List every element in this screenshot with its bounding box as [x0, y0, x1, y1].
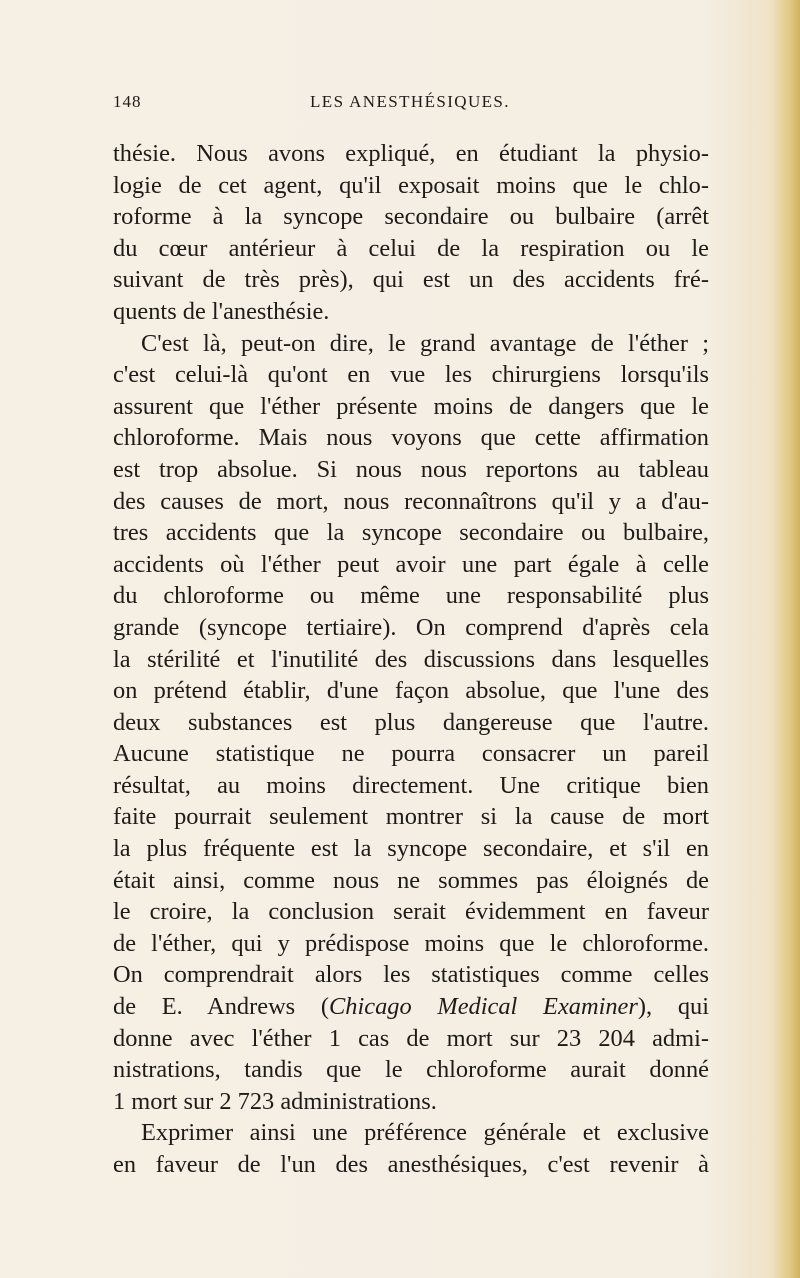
page-number: 148 — [113, 92, 142, 111]
text-line: assurent que l'éther présente moins de dangers que le — [113, 392, 709, 420]
text-line: tres accidents que la syncope secondaire ou bulbaire, — [113, 519, 709, 547]
text-line: logie de cet agent, qu'il exposait moins que le chlo- — [113, 171, 709, 199]
text-line: était ainsi, comme nous ne sommes pas éloignés de — [113, 866, 709, 894]
text-line: du cœur antérieur à celui de la respiration ou le — [113, 234, 709, 262]
text-line: accidents où l'éther peut avoir une part égale à celle — [113, 550, 709, 578]
text-line: la stérilité et l'inutilité des discussions dans lesquelles — [113, 645, 709, 673]
text-line: Exprimer ainsi une préférence générale et exclusive — [141, 1119, 709, 1147]
text-line: grande (syncope tertiaire). On comprend d'après cela — [113, 613, 709, 641]
text-line: du chloroforme ou même une responsabilité plus — [113, 582, 709, 610]
text-line: quents de l'anesthésie. — [113, 297, 330, 325]
running-title: LES ANESTHÉSIQUES. — [310, 92, 510, 111]
text-line: de l'éther, qui y prédispose moins que le chloroforme. — [113, 929, 709, 957]
text-line: thésie. Nous avons expliqué, en étudiant la physio- — [113, 140, 709, 167]
text-line: en faveur de l'un des anesthésiques, c'est revenir à — [113, 1151, 709, 1178]
text-line: On comprendrait alors les statistiques comme celles — [113, 961, 709, 989]
text-line: de E. Andrews (Chicago Medical Examiner), qui — [113, 993, 709, 1021]
text-line: on prétend établir, d'une façon absolue, que l'une des — [113, 677, 709, 705]
text-line: nistrations, tandis que le chloroforme aurait donné — [113, 1056, 709, 1084]
text-line: roforme à la syncope secondaire ou bulbaire (arrêt — [113, 203, 709, 231]
page-header — [113, 92, 703, 114]
text-line: la plus fréquente est la syncope secondaire, et s'il en — [113, 835, 709, 863]
text-line: C'est là, peut-on dire, le grand avantage de l'éther ; — [141, 329, 709, 357]
text-line: deux substances est plus dangereuse que l'autre. — [113, 708, 709, 736]
text-line: 1 mort sur 2 723 administrations. — [113, 1087, 437, 1115]
text-line: c'est celui-là qu'ont en vue les chirurgiens lorsqu'ils — [113, 361, 709, 389]
page-edge-discoloration — [774, 0, 800, 1278]
text-line: chloroforme. Mais nous voyons que cette affirmation — [113, 424, 709, 452]
text-line: Aucune statistique ne pourra consacrer un pareil — [113, 740, 709, 768]
body-text — [113, 138, 709, 1181]
text-line: donne avec l'éther 1 cas de mort sur 23 204 admi- — [113, 1024, 709, 1052]
text-line: le croire, la conclusion serait évidemment en faveur — [113, 898, 709, 926]
text-line: résultat, au moins directement. Une critique bien — [113, 771, 709, 799]
journal-title: Chicago Medical Examiner — [329, 993, 638, 1021]
text-line: est trop absolue. Si nous nous reportons au tableau — [113, 455, 709, 483]
text-line: faite pourrait seulement montrer si la cause de mort — [113, 803, 709, 831]
text-line: suivant de très près), qui est un des accidents fré- — [113, 266, 709, 294]
text-line: des causes de mort, nous reconnaîtrons qu'il y a d'au- — [113, 487, 709, 515]
